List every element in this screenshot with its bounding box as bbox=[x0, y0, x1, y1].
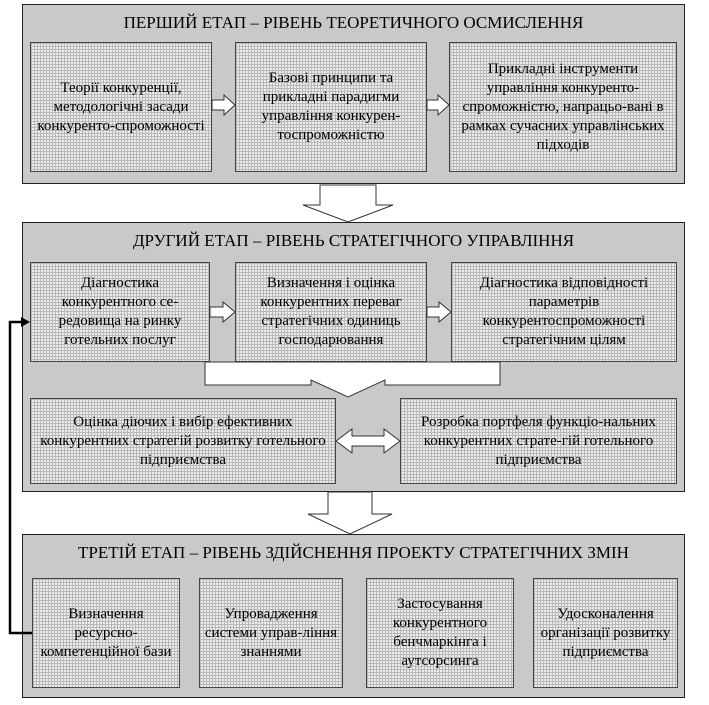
stage-1-box-tools-text: Прикладні інструменти управління конкуренто-спроможністю, напрацьо-вані в рамках сучасних управлінських підходів bbox=[461, 60, 665, 153]
stage-1-box-theories-text: Теорії конкуренції, методологічні засади конкуренто-спроможності bbox=[37, 79, 205, 134]
stage-2-box-portfolio-text: Розробка портфеля функціо-нальних конкурентних страте-гій готельного підприємства bbox=[421, 413, 656, 468]
stage-1-title: ПЕРШИЙ ЕТАП – РІВЕНЬ ТЕОРЕТИЧНОГО ОСМИСЛЕННЯ bbox=[123, 13, 584, 32]
arrow-double bbox=[336, 429, 400, 453]
stage-1-box-principles-text: Базові принципи та прикладні парадигми управління конкурен-тоспроможністю bbox=[261, 70, 401, 143]
arrow-down-2 bbox=[308, 492, 392, 534]
stage-2-box-compliance-text: Діагностика відповідності параметрів конкурентоспроможності стратегічним цілям bbox=[479, 275, 649, 348]
arrow-down-1 bbox=[303, 185, 393, 222]
arrow-right-2b bbox=[427, 302, 451, 322]
arrow-right-1b bbox=[427, 95, 449, 115]
stage-3-box-resources-text: Визначення ресурсно-компетенційної бази bbox=[40, 605, 172, 660]
stage-2-title: ДРУГИЙ ЕТАП – РІВЕНЬ СТРАТЕГІЧНОГО УПРАВЛІННЯ bbox=[132, 231, 575, 250]
stage-3-box-benchmarking-text: Застосування конкурентного бенчмаркінга і аутсорсинга bbox=[392, 596, 488, 669]
stage-2-box-advantages-text: Визначення і оцінка конкурентних переваг стратегічних одиниць господарювання bbox=[260, 275, 402, 348]
stage-3-title: ТРЕТІЙ ЕТАП – РІВЕНЬ ЗДІЙСНЕННЯ ПРОЕКТУ СТРАТЕГІЧНИХ ЗМІН bbox=[78, 543, 629, 562]
feedback-line bbox=[10, 322, 32, 633]
arrow-right-2a bbox=[210, 302, 235, 322]
stage-2-box-environment-text: Діагностика конкурентного се-редовища на ринку готельних послуг bbox=[58, 275, 182, 348]
stage-3-box-knowledge-text: Упровадження системи управ-ління знаннями bbox=[204, 605, 338, 660]
stage-2-box-strategy-choice-text: Оцінка діючих і вибір ефективних конкурентних стратегій розвитку готельного підприємства bbox=[40, 413, 326, 468]
arrow-collector bbox=[205, 362, 500, 397]
stage-3-box-development-text: Удосконалення організації розвитку підприємства bbox=[540, 605, 671, 660]
arrow-right-1a bbox=[212, 95, 235, 115]
feedback-arrowhead bbox=[21, 317, 30, 327]
